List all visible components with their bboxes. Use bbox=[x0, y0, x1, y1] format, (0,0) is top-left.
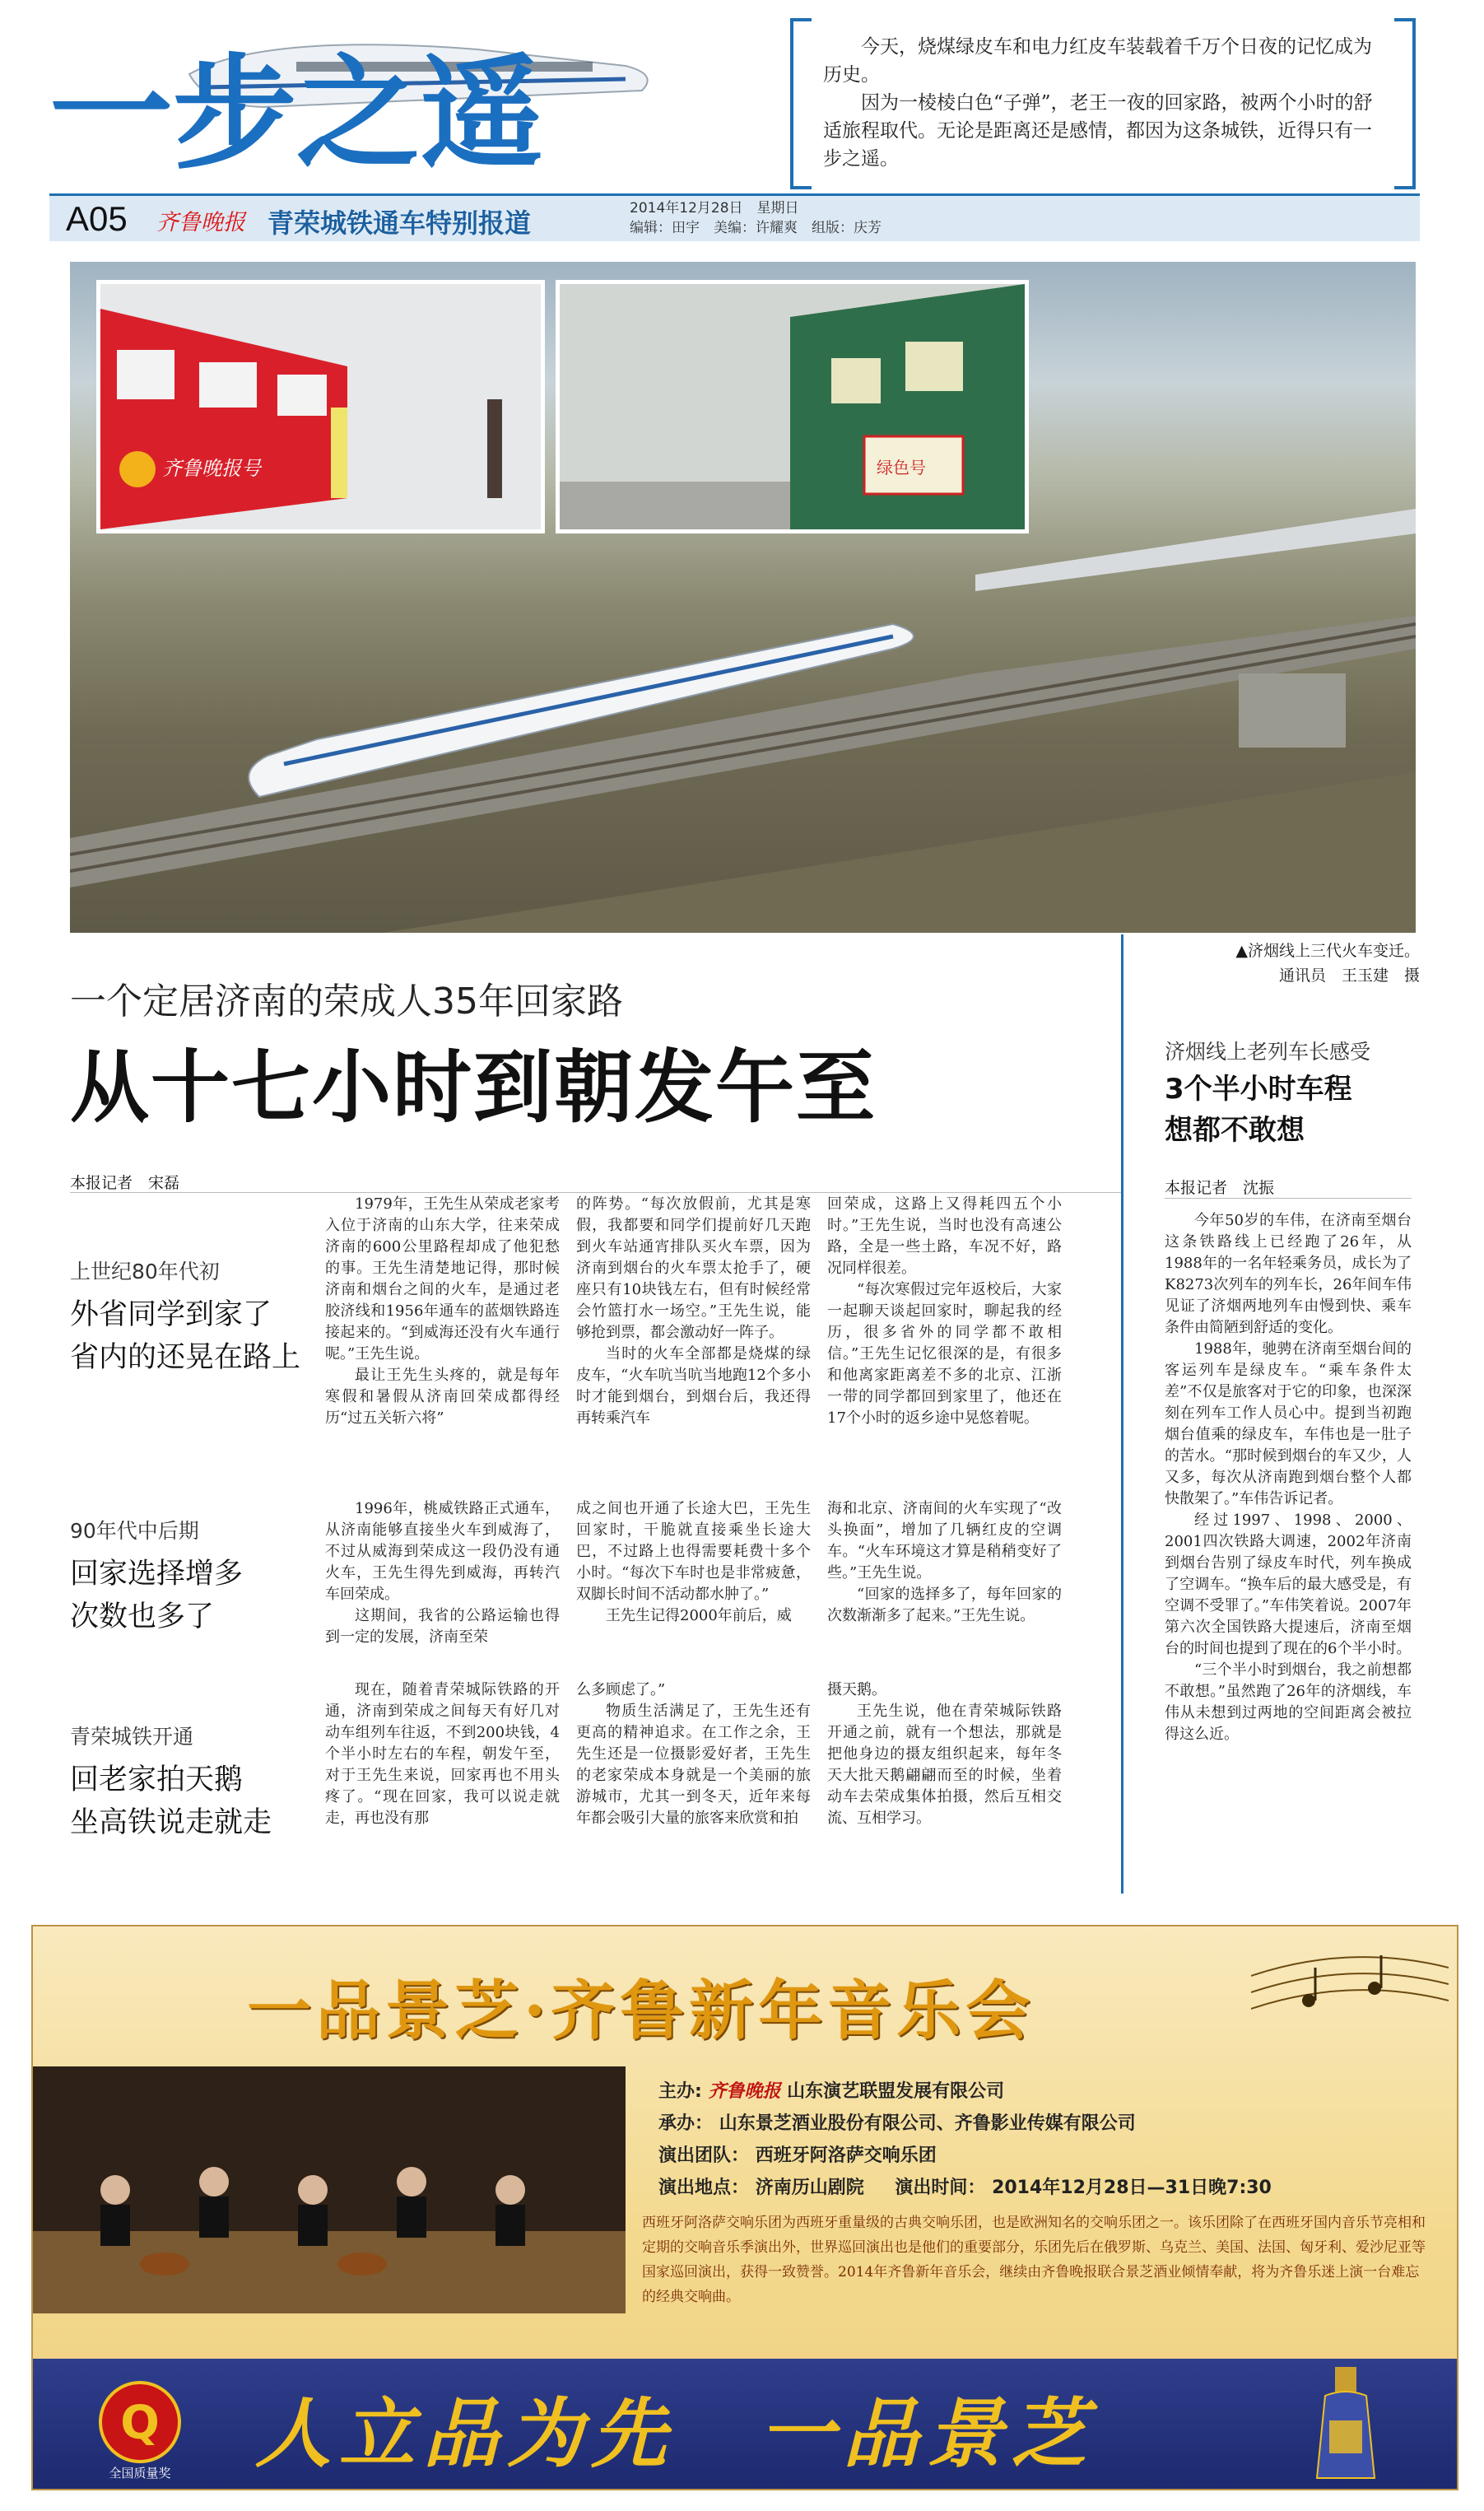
intro-box bbox=[790, 18, 1416, 183]
green-train-art bbox=[560, 284, 1025, 529]
section-head-2 bbox=[70, 1515, 317, 1638]
intro-paragraph: 今天，烧煤绿皮车和电力红皮车装载着千万个日夜的记忆成为历史。 bbox=[823, 36, 1372, 86]
sidebar-paragraph: 经过1997、1998、2000、2001四次铁路大调速，2002年济南到烟台告别了绿皮车时代，列车换成了空调车。“换车后的最大感受是，有空调不受罪了。”车伟笑着说。2007年第六次全国铁路大提速后，济南至烟台的时间也提到了现在的6个半小时。 bbox=[1165, 1512, 1412, 1657]
quality-award-badge-icon bbox=[95, 2377, 185, 2467]
ad-performer-label: 演出团队： bbox=[658, 2145, 750, 2166]
bracket-left bbox=[790, 18, 812, 189]
issue-date: 2014年12月28日 星期日 bbox=[630, 200, 799, 217]
section-head-line: 回老家拍天鹅 bbox=[70, 1763, 244, 1796]
ad-venue-line bbox=[658, 2173, 1272, 2199]
body-column bbox=[325, 1194, 560, 1429]
inset-photo-green-train bbox=[556, 280, 1029, 533]
page-number: A05 bbox=[66, 199, 128, 238]
body-paragraph: 海和北京、济南间的火车实现了“改头换面”，增加了几辆红皮的空调车。“火车环境这才算是稍稍变好了些。”王先生说。 bbox=[827, 1500, 1062, 1582]
section-kicker: 90年代中后期 bbox=[70, 1519, 199, 1543]
body-column bbox=[827, 1194, 1062, 1429]
body-paragraph: “每次寒假过完年返校后，大家一起聊天谈起回家时，聊起我的经历，很多省外的同学都不敢相信。”王先生记忆很深的是，有很多和他离家距离差不多的北京、江浙一带的同学都回到家里了，他还在17个小时的返乡途中晃悠着呢。 bbox=[827, 1281, 1062, 1427]
intro-text bbox=[823, 33, 1383, 173]
sidebar-head-line: 3个半小时车程 bbox=[1165, 1073, 1352, 1106]
body-paragraph: 最让王先生头疼的，就是每年寒假和暑假从济南回荣成都得经历“过五关斩六将” bbox=[325, 1367, 560, 1427]
ad-performer: 西班牙阿洛萨交响乐团 bbox=[755, 2145, 937, 2166]
section-head-line: 次数也多了 bbox=[70, 1600, 215, 1633]
body-paragraph: 王先生说，他在青荣城际铁路开通之前，就有一个想法，那就是把他身边的摄友组织起来，每年冬天大批天鹅翩翩而至的时候，坐着动车去荣成集体拍摄，然后互相交流、互相学习。 bbox=[827, 1703, 1062, 1827]
sidebar-byline: 本报记者 沈振 bbox=[1165, 1179, 1275, 1197]
ad-organizer: 山东景芝酒业股份有限公司、齐鲁影业传媒有限公司 bbox=[719, 2113, 1136, 2134]
section-head-line: 省内的还晃在路上 bbox=[70, 1341, 301, 1374]
byline-rule bbox=[70, 1192, 1123, 1193]
sidebar-paragraph: 1988年，驰骋在济南至烟台间的客运列车是绿皮车。“乘车条件太差”不仅是旅客对于它的印象，也深深刻在列车工作人员心中。提到当初跑烟台值乘的绿皮车，车伟也是一肚子的苦水。“那时候到烟台的车又少，人又多，每次从济南跑到烟台整个人都快散架了。”车伟告诉记者。 bbox=[1165, 1340, 1412, 1507]
body-paragraph: 物质生活满足了，王先生还有更高的精神追求。在工作之余，王先生还是一位摄影爱好者，王先生的老家荣成本身就是一个美丽的旅游城市，尤其一到冬天，近年来每年都会吸引大量的旅客来欣赏和拍 bbox=[576, 1703, 811, 1827]
sidebar-head-line: 想都不敢想 bbox=[1165, 1114, 1305, 1147]
body-paragraph: “回家的选择多了，每年回家的次数渐渐多了起来。”王先生说。 bbox=[827, 1586, 1062, 1624]
badge-letter: Q bbox=[120, 2397, 160, 2450]
masthead-art bbox=[49, 16, 749, 177]
dateline bbox=[630, 198, 882, 238]
inset2-sign-text: 绿色号 bbox=[877, 458, 926, 478]
body-column bbox=[576, 1194, 811, 1429]
ad-description: 西班牙阿洛萨交响乐团为西班牙重量级的古典交响乐团，也是欧洲知名的交响乐团之一。该乐团除了在西班牙国内音乐节亮相和定期的交响音乐季演出外，世界巡回演出也是他们的重要部分，乐团先后在俄罗斯、乌克兰、美国、法国、匈牙利、爱沙尼亚等国家巡回演出，获得一致赞誉。2014年齐鲁新年音乐会，继续由齐鲁晚报联合景芝酒业倾情奉献，将为齐鲁乐迷上演一台难忘的经典交响曲。 bbox=[642, 2215, 1426, 2305]
body-paragraph: 么多顾虑了。” bbox=[576, 1681, 666, 1698]
ad-slogan: 人立品为先 一品景芝 bbox=[255, 2389, 1096, 2478]
masthead-title: 一步之遥 bbox=[49, 43, 544, 177]
intro-paragraph: 因为一棱棱白色“子弹”，老王一夜的回家路，被两个小时的舒适旅程取代。无论是距离还是感情，都因为这条城铁，近得只有一步之遥。 bbox=[823, 92, 1373, 170]
music-notes-icon bbox=[1251, 1943, 1449, 2066]
column-divider bbox=[1121, 934, 1123, 1894]
ad-host-line bbox=[658, 2077, 1004, 2103]
body-paragraph: 摄天鹅。 bbox=[827, 1681, 886, 1698]
section-head-3 bbox=[70, 1721, 317, 1844]
sidebar-paragraph: 今年50岁的车伟，在济南至烟台这条铁路线上已经跑了26年，从1988年的一名年轻乘务员，成长为了K8273次列车的列车长，26年间车伟见证了济烟两地列车由慢到快、乘车条件由简陋到舒适的变化。 bbox=[1165, 1212, 1412, 1336]
body-paragraph: 的阵势。“每次放假前，尤其是寒假，我都要和同学们提前好几天跑到火车站通宵排队买火车票，因为济南到烟台的火车票太抢手了，硬座只有10块钱左右，但有时候经常会竹篮打水一场空。”王先生说，能够抢到票，都会激动好一阵子。 bbox=[576, 1195, 811, 1341]
liquor-bottle-icon bbox=[1300, 2363, 1391, 2486]
hero-photo bbox=[70, 262, 1416, 933]
body-column bbox=[576, 1679, 811, 1829]
concert-advertisement bbox=[31, 1925, 1458, 2490]
inset-photo-red-train bbox=[96, 280, 545, 533]
body-paragraph: 当时的火车全部都是烧煤的绿皮车，“火车吭当吭当地跑12个多小时才能到烟台，到烟台后，我还得再转乘汽车 bbox=[576, 1345, 811, 1427]
ad-time-label: 演出时间： bbox=[895, 2178, 986, 2198]
ad-slogan-band bbox=[33, 2359, 1457, 2489]
orchestra-photo bbox=[33, 2066, 626, 2313]
sidebar-body bbox=[1165, 1210, 1412, 1745]
body-paragraph: 回荣成，这路上又得耗四五个小时。”王先生说，当时也没有高速公路，全是一些土路，车况不好，路况同样很差。 bbox=[827, 1195, 1062, 1277]
red-train-art bbox=[100, 284, 541, 529]
bracket-right bbox=[1394, 18, 1416, 189]
section-head-1 bbox=[70, 1256, 317, 1379]
bullet-train-title-art bbox=[49, 16, 749, 177]
section-head-line: 回家选择增多 bbox=[70, 1558, 244, 1591]
body-column bbox=[827, 1679, 1062, 1829]
body-paragraph: 这期间，我省的公路运输也得到一定的发展，济南至荣 bbox=[325, 1607, 560, 1646]
ad-performer-line bbox=[658, 2141, 937, 2167]
paper-logo: 齐鲁晚报 bbox=[156, 210, 245, 235]
sidebar-paragraph: “三个半小时到烟台，我之前想都不敢想。”虽然跑了26年的济烟线，车伟从未想到过两地的空间距离会被拉得这么近。 bbox=[1165, 1661, 1412, 1743]
inset1-logo-text: 齐鲁晚报号 bbox=[162, 457, 261, 480]
section-head-line: 坐高铁说走就走 bbox=[70, 1806, 272, 1839]
quality-award-label: 全国质量奖 bbox=[109, 2466, 171, 2481]
ad-host-paper: 齐鲁晚报 bbox=[708, 2081, 781, 2102]
sidebar-rule bbox=[1165, 1198, 1412, 1199]
orchestra-art bbox=[33, 2066, 626, 2313]
article-headline: 从十七小时到朝发午至 bbox=[70, 1041, 877, 1134]
body-paragraph: 王先生记得2000年前后，威 bbox=[606, 1607, 792, 1624]
body-column bbox=[576, 1498, 811, 1627]
photo-caption bbox=[1123, 939, 1420, 988]
ad-organizer-line bbox=[658, 2109, 1136, 2135]
article-byline: 本报记者 宋磊 bbox=[70, 1174, 180, 1192]
ad-host-rest: 山东演艺联盟发展有限公司 bbox=[787, 2081, 1005, 2102]
article-kicker: 一个定居济南的荣成人35年回家路 bbox=[70, 981, 623, 1023]
section-head-line: 外省同学到家了 bbox=[70, 1298, 272, 1331]
ad-venue-label: 演出地点： bbox=[658, 2178, 750, 2198]
section-kicker: 青荣城铁开通 bbox=[70, 1725, 194, 1749]
body-paragraph: 成之间也开通了长途大巴，王先生回家时，干脆就直接乘坐长途大巴，不过路上也得需要耗费十多个小时。“每次下车时也是非常疲惫，双脚长时间不活动都水肿了。” bbox=[576, 1500, 811, 1603]
photo-credit: 通讯员 王玉建 摄 bbox=[1278, 967, 1420, 985]
caption-text: ▲济烟线上三代火车变迁。 bbox=[1235, 942, 1420, 960]
body-column bbox=[827, 1498, 1062, 1627]
sidebar-headline bbox=[1165, 1069, 1352, 1151]
body-column bbox=[325, 1679, 560, 1829]
ad-organizer-label: 承办： bbox=[658, 2113, 714, 2134]
ad-host-label: 主办: bbox=[658, 2081, 702, 2102]
ad-venue: 济南历山剧院 bbox=[755, 2178, 864, 2198]
ad-time: 2014年12月28日—31日晚7:30 bbox=[992, 2178, 1272, 2198]
body-paragraph: 1996年，桃威铁路正式通车，从济南能够直接坐火车到威海了，不过从威海到荣成这一段仍没有通火车，王先生得先到威海，再转汽车回荣成。 bbox=[325, 1500, 560, 1603]
body-paragraph: 现在，随着青荣城际铁路的开通，济南到荣成之间每天有好几对动车组列车往返，不到200块钱，4个半小时左右的车程，朝发午至，对于王先生来说，回家再也不用头疼了。“现在回家，我可以说走就走，再也没有那 bbox=[325, 1681, 560, 1827]
staff-credits: 编辑：田宇 美编：许耀爽 组版：庆芳 bbox=[630, 220, 882, 236]
sidebar-kicker: 济烟线上老列车长感受 bbox=[1165, 1040, 1371, 1064]
ad-title: 一品景芝·齐鲁新年音乐会 bbox=[247, 1973, 1035, 2048]
special-report-title: 青荣城铁通车特别报道 bbox=[267, 207, 532, 239]
section-kicker: 上世纪80年代初 bbox=[70, 1260, 220, 1283]
body-paragraph: 1979年，王先生从荣成老家考入位于济南的山东大学，往来荣成济南的600公里路程却成了他犯愁的事。王先生清楚地记得，那时候济南和烟台之间的火车，是通过老胶济线和1956年通车的蓝烟铁路连接起来的。“到威海还没有火车通行呢。”王先生说。 bbox=[325, 1195, 560, 1363]
body-column bbox=[325, 1498, 560, 1648]
page-header bbox=[49, 193, 1420, 241]
